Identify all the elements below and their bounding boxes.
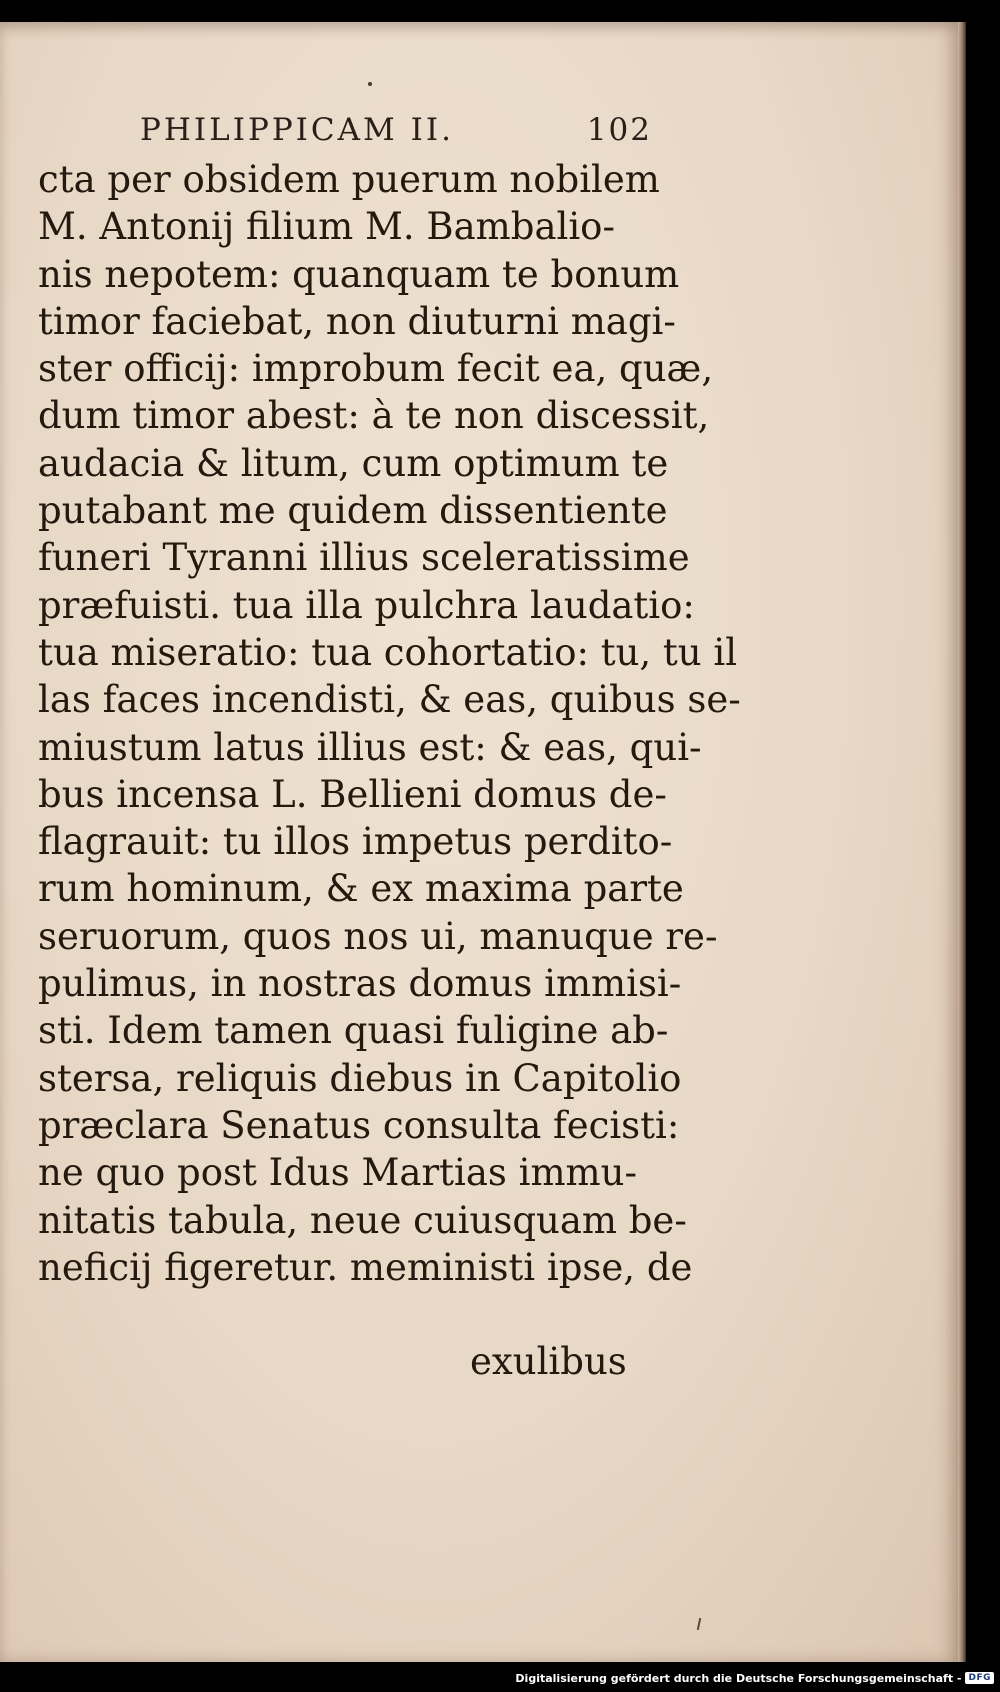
text-line: las faces incendisti, & eas, quibus se-	[38, 678, 741, 722]
text-line: ne quo post Idus Martias immu-	[38, 1151, 637, 1195]
text-line: putabant me quidem dissentiente	[38, 489, 668, 533]
catchword: exulibus	[470, 1340, 627, 1383]
text-line: miustum latus illius est: & eas, qui-	[38, 725, 702, 769]
running-title: PHILIPPICAM II.	[140, 112, 454, 148]
running-header	[140, 108, 660, 158]
text-line: timor faciebat, non diuturni magi-	[38, 299, 676, 343]
page-edge	[958, 22, 966, 1662]
text-line: ster officij: improbum fecit ea, quæ,	[38, 347, 714, 391]
text-line: præfuisti. tua illa pulchra laudatio:	[38, 583, 695, 627]
text-line: præclara Senatus consulta fecisti:	[38, 1103, 680, 1147]
text-line: cta per obsidem puerum nobilem	[38, 158, 660, 201]
text-line: flagrauit: tu illos impetus perdito-	[38, 820, 673, 864]
ink-speck	[368, 82, 372, 86]
text-line: bus incensa L. Bellieni domus de-	[38, 772, 667, 816]
text-line: stersa, reliquis diebus in Capitolio	[38, 1056, 682, 1100]
text-line: sti. Idem tamen quasi fuligine ab-	[38, 1009, 669, 1053]
text-line: funeri Tyranni illius sceleratissime	[38, 536, 690, 580]
text-line: dum timor abest: à te non discessit,	[38, 394, 710, 438]
dfg-logo: DFG	[965, 1672, 994, 1684]
text-line: neficij figeretur. meministi ipse, de	[38, 1245, 693, 1289]
page-number: 102	[586, 112, 652, 148]
text-line: nitatis tabula, neue cuiusquam be-	[38, 1198, 687, 1242]
body-text	[38, 156, 741, 1291]
text-line: nis nepotem: quanquam te bonum	[38, 252, 680, 296]
text-line: M. Antonij filium M. Bambalio-	[38, 205, 615, 249]
text-line: pulimus, in nostras domus immisi-	[38, 962, 682, 1006]
text-line: tua miseratio: tua cohortatio: tu, tu il	[38, 630, 738, 674]
text-line: rum hominum, & ex maxima parte	[38, 867, 684, 911]
text-line: audacia & litum, cum optimum te	[38, 441, 669, 485]
text-line: seruorum, quos nos ui, manuque re-	[38, 914, 718, 958]
digitization-credit	[515, 1668, 994, 1688]
credit-text: Digitalisierung gefördert durch die Deutsche Forschungsgemeinschaft -	[515, 1671, 962, 1685]
